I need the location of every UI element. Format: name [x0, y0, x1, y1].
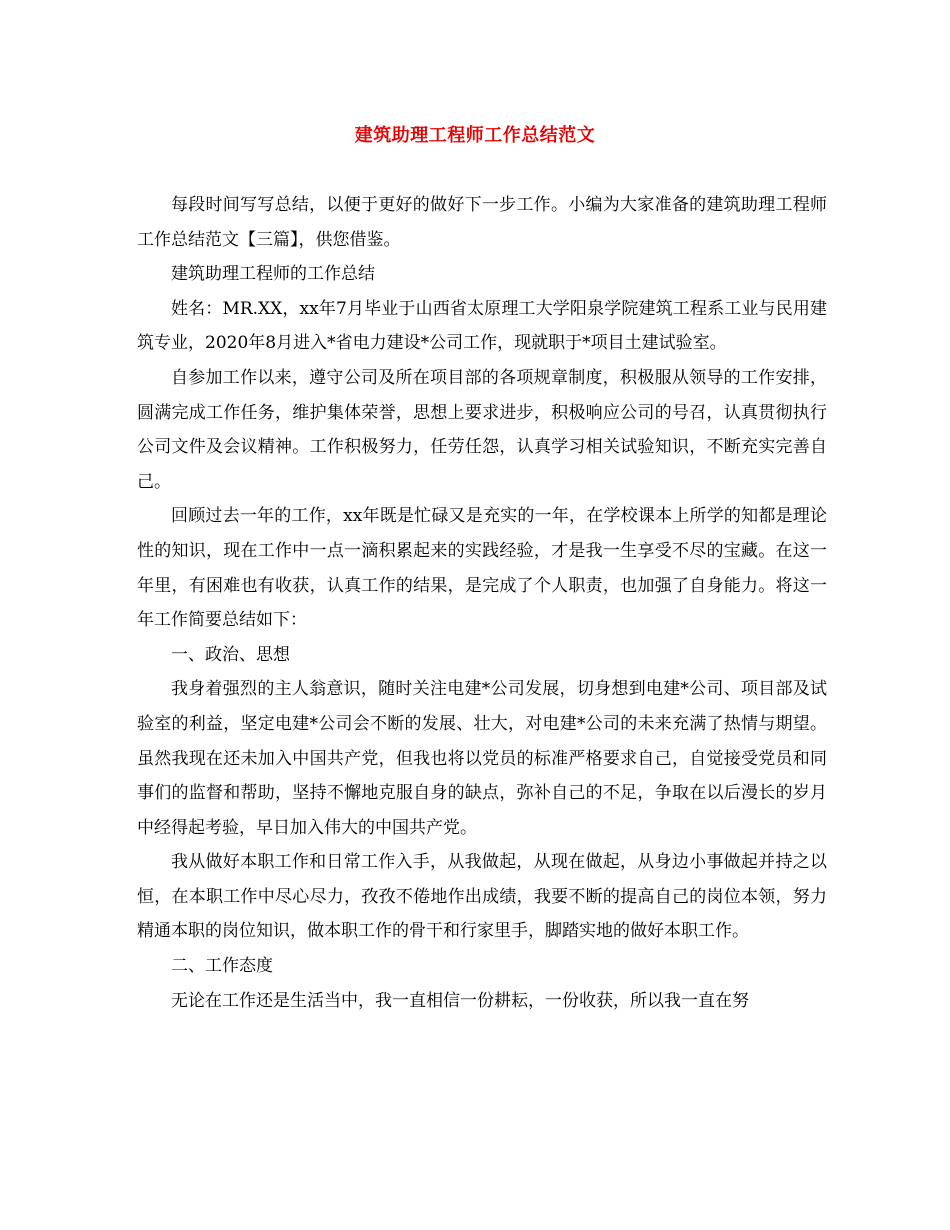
paragraph-work-attitude-summary: 自参加工作以来，遵守公司及所在项目部的各项规章制度，积极服从领导的工作安排，圆满完成工作任务，维护集体荣誉，思想上要求进步，积极响应公司的号召，认真贯彻执行公司文件及会议精神。工作积极努力，任劳任怨，认真学习相关试验知识，不断充实完善自己。: [137, 367, 827, 492]
paragraph-duty: 我从做好本职工作和日常工作入手，从我做起，从现在做起，从身边小事做起并持之以恒，在本职工作中尽心尽力，孜孜不倦地作出成绩，我要不断的提高自己的岗位本领，努力精通本职的岗位知识，做本职工作的骨干和行家里手，脚踏实地的做好本职工作。: [137, 852, 827, 942]
heading-politics-thought: 一、政治、思想: [171, 644, 290, 665]
document-body: [137, 188, 827, 1018]
paragraph-section-heading: 建筑助理工程师的工作总结: [171, 264, 375, 285]
paragraph-personal-info: 姓名：MR.XX，xx年7月毕业于山西省太原理工大学阳泉学院建筑工程系工业与民用建筑专业，2020年8月进入*省电力建设*公司工作，现就职于*项目土建试验室。: [137, 298, 827, 354]
paragraph-politics-thought: 我身着强烈的主人翁意识，随时关注电建*公司发展，切身想到电建*公司、项目部及试验室的利益，坚定电建*公司会不断的发展、壮大，对电建*公司的未来充满了热情与期望。虽然我现在还未加入中国共产党，但我也将以党员的标准严格要求自己，自觉接受党员和同事们的监督和帮助，坚持不懈地克服自身的缺点，弥补自己的不足，争取在以后漫长的岁月中经得起考验，早日加入伟大的中国共产党。: [137, 679, 827, 838]
paragraph-year-review: 回顾过去一年的工作，xx年既是忙碌又是充实的一年，在学校课本上所学的知都是理论性的知识，现在工作中一点一滴积累起来的实践经验，才是我一生享受不尽的宝藏。在这一年里，有困难也有收获，认真工作的结果，是完成了个人职责，也加强了自身能力。将这一年工作简要总结如下：: [137, 506, 827, 631]
heading-work-attitude: 二、工作态度: [171, 956, 273, 977]
document-title: 建筑助理工程师工作总结范文: [354, 125, 596, 146]
paragraph-work-attitude: 无论在工作还是生活当中，我一直相信一份耕耘，一份收获，所以我一直在努: [171, 990, 749, 1011]
paragraph-intro: 每段时间写写总结，以便于更好的做好下一步工作。小编为大家准备的建筑助理工程师工作总结范文【三篇】，供您借鉴。: [137, 195, 827, 250]
